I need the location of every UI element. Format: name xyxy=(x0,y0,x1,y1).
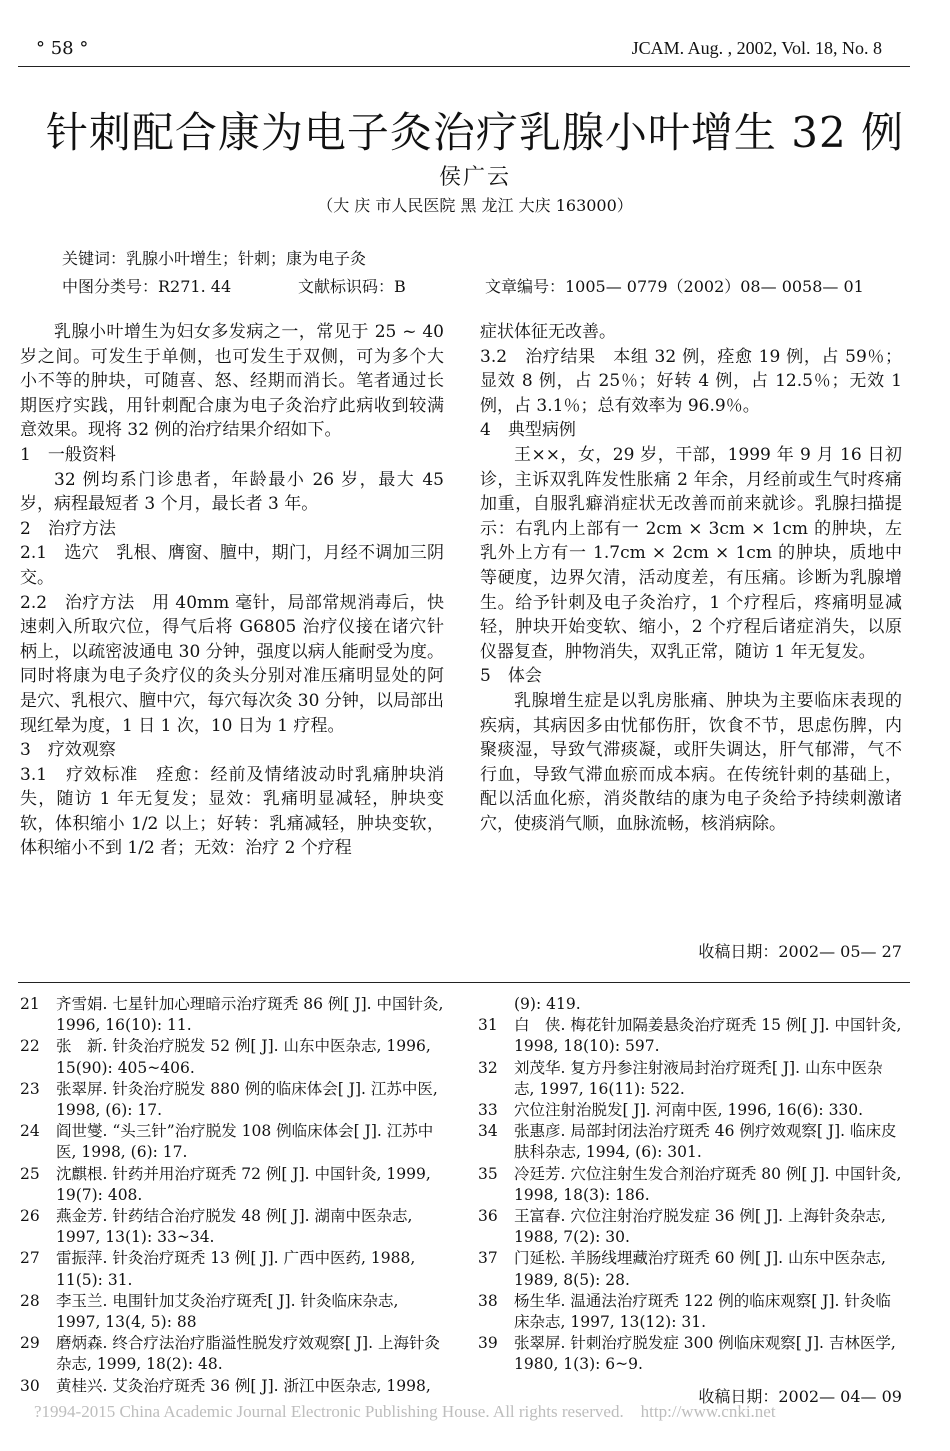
reference-item xyxy=(478,1015,902,1057)
reference-number: 33 xyxy=(478,1101,498,1120)
reference-number: 29 xyxy=(20,1334,40,1353)
reference-item xyxy=(478,1206,902,1248)
reference-text: 穴位注射治脱发[ J]. 河南中医, 1996, 16(6): 330. xyxy=(514,1101,864,1120)
body-paragraph: 症状体征无改善。 xyxy=(480,322,616,342)
body-paragraph: 2.2 治疗方法 用 40mm 毫针，局部常规消毒后，快速刺入所取穴位，得气后将 G6805 治疗仪接在诸穴针柄上，以疏密波通电 30 分钟，强度以病人能耐受为度。同时将康为电子灸疗仪的灸头分别对准压痛明显处的阿是穴、乳根穴、膻中穴，每穴每次灸 30 分钟，以局部出现红晕为度，1 日 1 次，10 日为 1 疗程。 xyxy=(20,592,444,736)
reference-text: 杨生华. 温通法治疗斑秃 122 例的临床观察[ J]. 针灸临床杂志, 1997, 13(12): 31. xyxy=(514,1291,891,1332)
reference-number: 35 xyxy=(478,1164,498,1183)
reference-text: 磨炳森. 终合疗法治疗脂溢性脱发疗效观察[ J]. 上海针灸杂志, 1999, 18(2): 48. xyxy=(56,1334,440,1374)
reference-item xyxy=(478,1100,902,1121)
reference-number: 31 xyxy=(478,1016,498,1035)
reference-text: 沈麒根. 针药并用治疗斑秃 72 例[ J]. 中国针灸, 1999, 19(7): 408. xyxy=(56,1164,431,1204)
reference-number: 22 xyxy=(20,1037,40,1056)
clc-number: 中图分类号：R271. 44 xyxy=(62,277,232,296)
journal-citation: JCAM. Aug. , 2002, Vol. 18, No. 8 xyxy=(631,38,882,58)
reference-continuation xyxy=(478,994,902,1015)
section-heading: 3 疗效观察 xyxy=(20,740,116,761)
reference-item xyxy=(478,1291,902,1333)
reference-item xyxy=(20,1376,444,1397)
reference-list-left xyxy=(20,994,444,1397)
reference-item xyxy=(20,1036,444,1078)
received-date: 收稿日期：2002— 05— 27 xyxy=(698,942,902,961)
reference-text: (9): 419. xyxy=(514,995,581,1013)
header-divider xyxy=(18,66,910,67)
reference-text: 燕金芳. 针药结合治疗脱发 48 例[ J]. 湖南中医杂志, 1997, 13(1): 33~34. xyxy=(56,1207,413,1247)
reference-number: 23 xyxy=(20,1079,40,1098)
reference-text: 雷振萍. 针灸治疗斑秃 13 例[ J]. 广西中医药, 1988, 11(5): 31. xyxy=(56,1249,416,1289)
received-date-references: 收稿日期：2002— 04— 09 xyxy=(698,1387,902,1406)
author-affiliation: （大 庆 市人民医院 黑 龙江 大庆 163000） xyxy=(317,196,633,215)
reference-item xyxy=(20,1248,444,1290)
body-paragraph: 2.1 选穴 乳根、膺窗、膻中，期门，月经不调加三阴交。 xyxy=(20,543,444,588)
copyright-footer: ?1994-2015 China Academic Journal Electronic Publishing House. All rights reserved. http://www.cnki.net xyxy=(34,1402,776,1421)
reference-number: 24 xyxy=(20,1122,40,1141)
reference-number: 28 xyxy=(20,1291,40,1310)
section-heading: 5 体会 xyxy=(480,666,542,687)
reference-text: 冷廷芳. 穴位注射生发合剂治疗斑秃 80 例[ J]. 中国针灸, 1998, 18(3): 186. xyxy=(514,1164,902,1204)
reference-item xyxy=(478,1248,902,1290)
reference-text: 王富春. 穴位注射治疗脱发症 36 例[ J]. 上海针灸杂志, 1988, 7(2): 30. xyxy=(514,1207,886,1247)
reference-number: 37 xyxy=(478,1249,498,1268)
reference-number: 34 xyxy=(478,1122,498,1141)
author-name: 侯广云 xyxy=(438,165,511,190)
reference-text: 阎世燮. “头三针”治疗脱发 108 例临床体会[ J]. 江苏中医, 1998, (6): 17. xyxy=(56,1122,434,1162)
reference-number: 27 xyxy=(20,1249,40,1268)
section-heading: 4 典型病例 xyxy=(480,420,576,441)
keywords: 关键词：乳腺小叶增生；针刺；康为电子灸 xyxy=(62,249,367,268)
reference-number: 30 xyxy=(20,1376,40,1395)
reference-item xyxy=(478,1058,902,1100)
body-paragraph: 3.2 治疗结果 本组 32 例，痊愈 19 例，占 59％；显效 8 例，占 25％；好转 4 例，占 12.5％；无效 1 例，占 3.1％；总有效率为 96.9％。 xyxy=(480,346,902,416)
reference-number: 25 xyxy=(20,1164,40,1183)
reference-item xyxy=(20,1121,444,1163)
body-paragraph: 32 例均系门诊患者，年龄最小 26 岁，最大 45 岁，病程最短者 3 个月，最长者 3 年。 xyxy=(20,469,444,515)
section-heading: 1 一般资料 xyxy=(20,444,116,465)
body-column-right xyxy=(480,320,902,836)
reference-number: 32 xyxy=(478,1058,498,1077)
reference-item xyxy=(20,1079,444,1121)
reference-text: 门延松. 羊肠线埋藏治疗斑秃 60 例[ J]. 山东中医杂志, 1989, 8(5): 28. xyxy=(514,1249,886,1289)
reference-item xyxy=(478,1333,902,1375)
article-title: 针刺配合康为电子灸治疗乳腺小叶增生 32 例 xyxy=(45,108,905,157)
reference-text: 张 新. 针灸治疗脱发 52 例[ J]. 山东中医杂志, 1996, 15(90): 405~406. xyxy=(56,1037,431,1077)
reference-text: 张惠彦. 局部封闭法治疗斑秃 46 例疗效观察[ J]. 临床皮肤科杂志, 1994, (6): 301. xyxy=(514,1122,897,1162)
reference-number: 26 xyxy=(20,1207,40,1226)
section-divider xyxy=(18,982,910,983)
reference-item xyxy=(20,1291,444,1333)
body-column-left xyxy=(20,320,444,861)
page-number: ° 58 ° xyxy=(36,38,89,59)
reference-item xyxy=(20,994,444,1036)
document-code: 文献标识码：B xyxy=(298,277,406,296)
reference-text: 黄桂兴. 艾灸治疗斑秃 36 例[ J]. 浙江中医杂志, 1998, xyxy=(56,1376,431,1395)
body-paragraph: 3.1 疗效标准 痊愈：经前及情绪波动时乳痛肿块消失，随访 1 年无复发；显效：乳痛明显减轻，肿块变软，体积缩小 1/2 以上；好转：乳痛减轻，肿块变软，体积缩小不到 1/2 者；无效：治疗 2 个疗程 xyxy=(20,764,444,859)
reference-number: 38 xyxy=(478,1291,498,1310)
reference-item xyxy=(478,1164,902,1206)
section-heading: 2 治疗方法 xyxy=(20,518,116,539)
reference-list-right xyxy=(478,994,902,1376)
body-paragraph: 乳腺小叶增生为妇女多发病之一，常见于 25 ~ 40岁之间。可发生于单侧，也可发生于双侧，可为多个大小不等的肿块，可随喜、怒、经期而消长。笔者通过长期医疗实践，用针刺配合康为电子灸治疗此病收到较满意效果。现将 32 例的治疗结果介绍如下。 xyxy=(20,322,444,441)
reference-text: 齐雪娟. 七星针加心理暗示治疗斑秃 86 例[ J]. 中国针灸, 1996, 16(10): 11. xyxy=(56,995,444,1035)
reference-number: 21 xyxy=(20,995,40,1013)
reference-number: 39 xyxy=(478,1334,498,1353)
reference-text: 张翠屏. 针灸治疗脱发 880 例的临床体会[ J]. 江苏中医, 1998, (6): 17. xyxy=(56,1079,438,1120)
reference-text: 刘茂华. 复方丹参注射液局封治疗斑秃[ J]. 山东中医杂志, 1997, 16(11): 522. xyxy=(514,1058,883,1098)
reference-number: 36 xyxy=(478,1207,498,1226)
reference-item xyxy=(20,1206,444,1248)
reference-text: 白 侠. 梅花针加隔姜悬灸治疗斑秃 15 例[ J]. 中国针灸, 1998, 18(10): 597. xyxy=(514,1016,902,1056)
body-paragraph: 王××，女，29 岁，干部，1999 年 9 月 16 日初诊，主诉双乳阵发性胀痛 2 年余，月经前或生气时疼痛加重，自服乳癖消症状无改善而前来就诊。乳腺扫描提示：右乳内上部有一 2cm × 3cm × 1cm 的肿块，左乳外上方有一 1.7cm × 2cm × 1cm 的肿块，质地中等硬度，边界欠清，活动度差，有压痛。诊断为乳腺增生。给予针刺及电子灸治疗，1 个疗程后，疼痛明显减轻，肿块开始变软、缩小，2 个疗程后诸症消失，以原仪器复查，肿物消失，双乳正常，随访 1 年无复发。 xyxy=(480,444,902,662)
reference-item xyxy=(20,1164,444,1206)
body-paragraph: 乳腺增生症是以乳房胀痛、肿块为主要临床表现的疾病，其病因多由忧郁伤肝，饮食不节，思虑伤脾，内聚痰湿，导致气滞痰凝，或肝失调达，肝气郁滞，气不行血，导致气滞血瘀而成本病。在传统针刺的基础上，配以活血化瘀，消炎散结的康为电子灸给予持续刺激诸穴，使痰消气顺，血脉流畅，核消病除。 xyxy=(480,690,902,834)
reference-text: 张翠屏. 针刺治疗脱发症 300 例临床观察[ J]. 吉林医学, 1980, 1(3): 6~9. xyxy=(514,1334,896,1374)
reference-item xyxy=(478,1121,902,1163)
article-number: 文章编号：1005— 0779（2002）08— 0058— 01 xyxy=(485,277,864,296)
reference-item xyxy=(20,1333,444,1375)
reference-text: 李玉兰. 电围针加艾灸治疗斑秃[ J]. 针灸临床杂志, 1997, 13(4, 5): 88 xyxy=(56,1291,399,1332)
